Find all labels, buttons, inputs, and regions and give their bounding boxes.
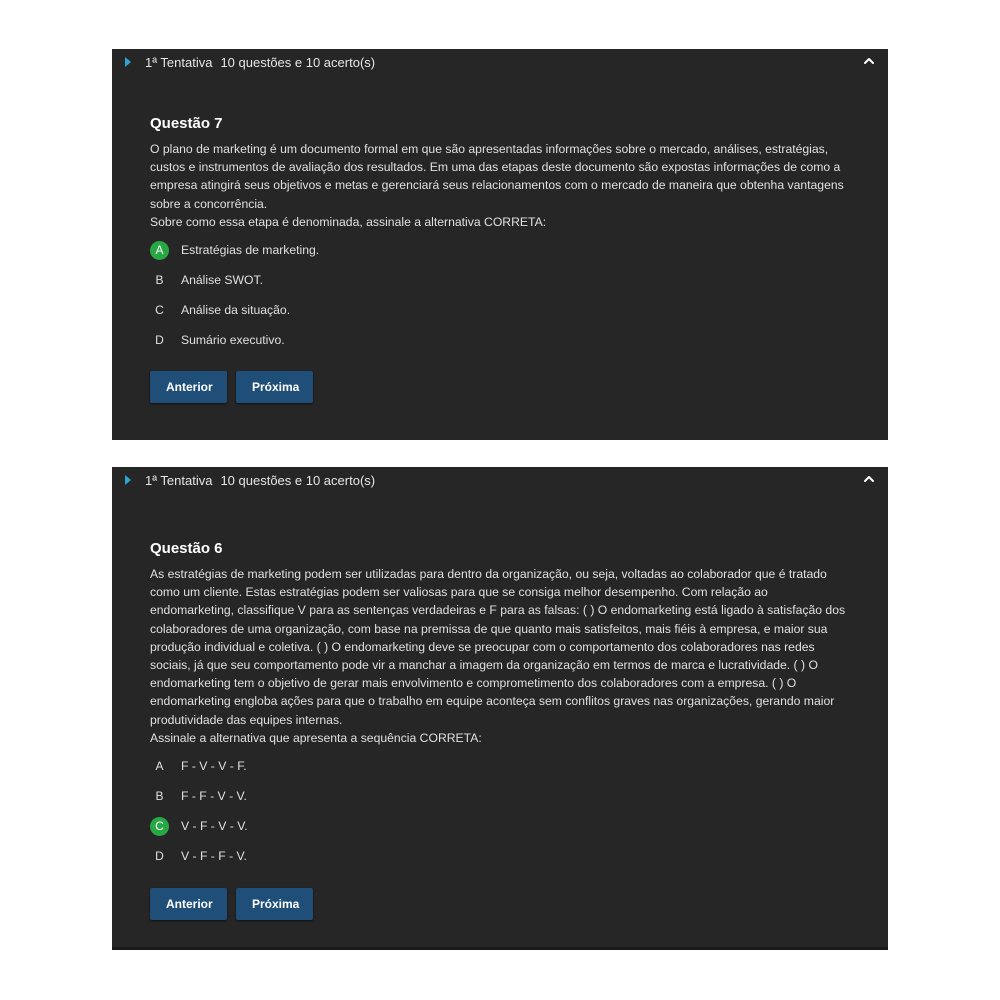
- question-title: Questão 6: [150, 540, 223, 557]
- caret-right-icon[interactable]: [125, 475, 131, 485]
- attempt-panel: [112, 467, 888, 950]
- alternatives-list: [150, 235, 850, 355]
- alternative-a[interactable]: [150, 235, 850, 265]
- alternative-letter: B: [155, 273, 164, 288]
- alternative-b[interactable]: [150, 265, 850, 295]
- question-text: As estratégias de marketing podem ser utilizadas para dentro da organização, ou seja, voltadas ao colaborador que é tratado como um cliente. Estas estratégias podem ser valiosas para que se consiga melhor desempenho. Com relação ao endomarketing, classifique V para as sentenças verdadeiras e F para as falsas: ( ) O endomarketing está ligado à satisfação dos colaboradores de uma organização, com base na premissa de que quanto mais satisfeitos, mais fiéis à empresa, e maior sua produção individual e coletiva. ( ) O endomarketing deve se preocupar com o comportamento dos colaboradores nas redes sociais, já que seu comportamento pode vir a manchar a imagem da organização em termos de marca e lucratividade. ( ) O endomarketing tem o objetivo de gerar mais envolvimento e comprometimento dos colaboradores com a empresa. ( ) O endomarketing engloba ações para que o trabalho em equipe aconteça sem conflitos graves nas organizações, gerando maior produtividade das equipes internas.: [150, 567, 846, 727]
- next-button[interactable]: Próxima: [236, 888, 313, 920]
- alternative-text: V - F - F - V.: [181, 849, 247, 864]
- question-text: O plano de marketing é um documento formal em que são apresentadas informações sobre o mercado, análises, estratégias, custos e instrumentos de avaliação dos resultados. Em uma das etapas deste documento são expostas informações de como a empresa atingirá seus objetivos e metas e gerenciará seus relacionamentos com o mercado de maneira que obtenha vantagens sobre a concorrência.: [150, 142, 844, 211]
- alternative-letter: B: [155, 789, 164, 804]
- alternative-letter: D: [155, 849, 164, 864]
- correct-letter-badge: C: [150, 817, 169, 836]
- attempt-title: 1ª Tentativa: [145, 472, 213, 488]
- previous-button[interactable]: Anterior: [150, 888, 227, 920]
- attempt-title: 1ª Tentativa: [145, 54, 213, 70]
- attempt-panel: [112, 49, 888, 440]
- correct-letter-badge: A: [150, 241, 169, 260]
- alternative-text: Análise SWOT.: [181, 273, 263, 288]
- question-content: [150, 115, 850, 403]
- alternative-a[interactable]: [150, 751, 850, 781]
- panel-divider: [112, 947, 888, 950]
- next-button[interactable]: Próxima: [236, 371, 313, 403]
- alternative-letter: C: [155, 303, 164, 318]
- question-prompt: Assinale a alternativa que apresenta a sequência CORRETA:: [150, 730, 482, 745]
- question-prompt: Sobre como essa etapa é denominada, assinale a alternativa CORRETA:: [150, 214, 547, 229]
- question-title: Questão 7: [150, 115, 223, 132]
- alternative-letter: D: [155, 333, 164, 348]
- alternative-text: Estratégias de marketing.: [181, 243, 320, 258]
- alternatives-list: [150, 751, 850, 871]
- alternative-text: Análise da situação.: [181, 303, 291, 318]
- question-content: [150, 540, 850, 920]
- caret-right-icon[interactable]: [125, 57, 131, 67]
- attempt-header[interactable]: [112, 467, 888, 493]
- alternative-c[interactable]: [150, 811, 850, 841]
- alternative-c[interactable]: [150, 295, 850, 325]
- attempt-summary: 10 questões e 10 acerto(s): [220, 54, 376, 70]
- alternative-text: Sumário executivo.: [181, 333, 285, 348]
- alternative-text: F - F - V - V.: [181, 789, 247, 804]
- chevron-up-icon[interactable]: [862, 472, 876, 486]
- previous-button[interactable]: Anterior: [150, 371, 227, 403]
- alternative-d[interactable]: [150, 325, 850, 355]
- alternative-letter: A: [155, 759, 164, 774]
- alternative-text: F - V - V - F.: [181, 759, 247, 774]
- alternative-b[interactable]: [150, 781, 850, 811]
- alternative-text: V - F - V - V.: [181, 819, 248, 834]
- question-navigation: [150, 371, 850, 403]
- chevron-up-icon[interactable]: [862, 54, 876, 68]
- question-navigation: [150, 888, 850, 920]
- attempt-summary: 10 questões e 10 acerto(s): [220, 472, 376, 488]
- alternative-d[interactable]: [150, 841, 850, 871]
- attempt-header[interactable]: [112, 49, 888, 75]
